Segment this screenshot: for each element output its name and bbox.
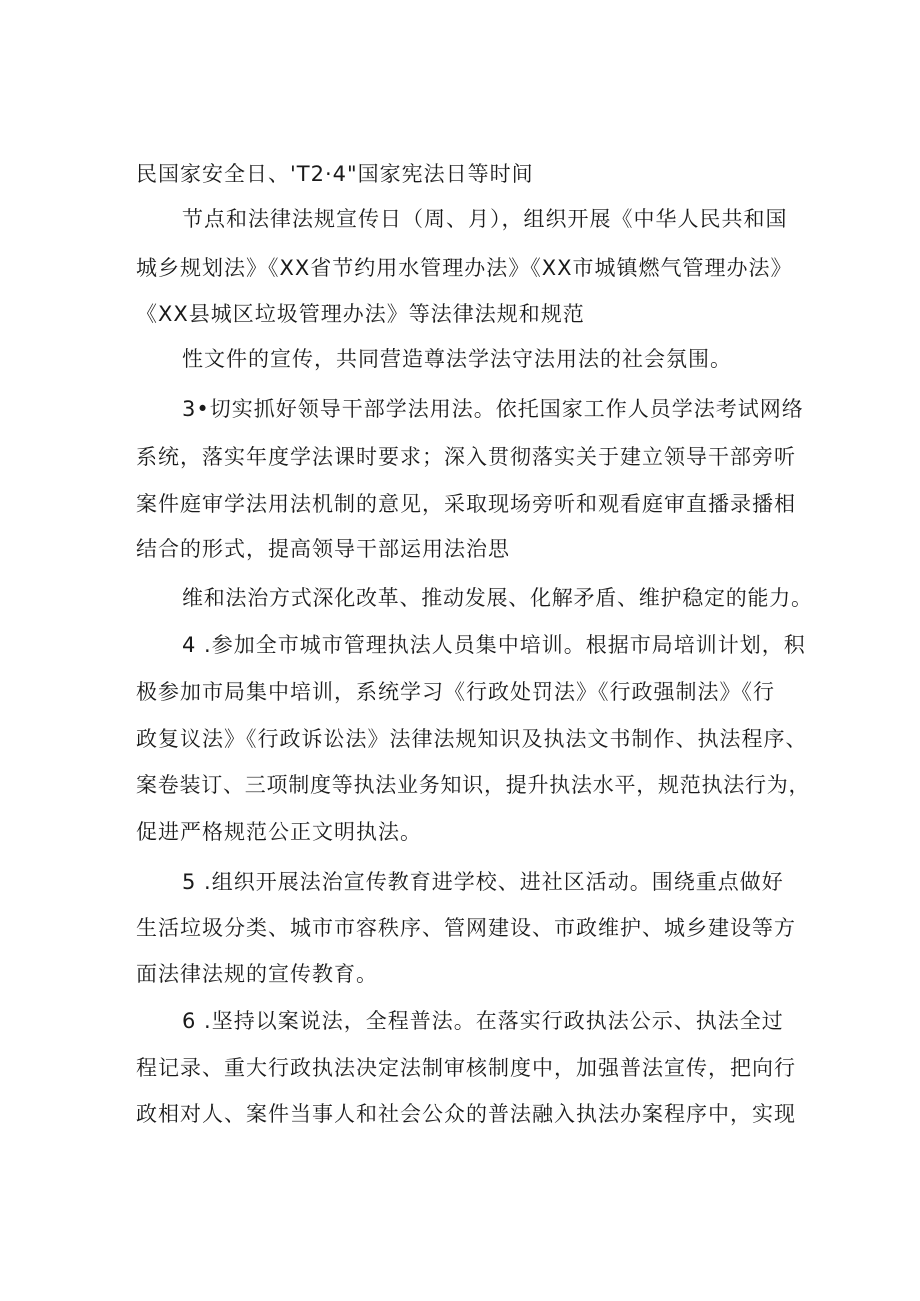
text-line: 政相对人、案件当事人和社会公众的普法融入执法办案程序中，实现 — [136, 1102, 796, 1126]
text-line: 《XX县城区垃圾管理办法》等法律法规和规范 — [136, 302, 585, 326]
text-line: 案件庭审学法用法机制的意见，采取现场旁听和观看庭审直播录播相 — [136, 492, 796, 516]
text-line: 3•切实抓好领导干部学法用法。依托国家工作人员学法考试网络 — [182, 397, 804, 421]
text-line: 6 .坚持以案说法，全程普法。在落实行政执法公示、执法全过 — [182, 1009, 784, 1033]
text-line: 极参加市局集中培训，系统学习《行政处罚法》《行政强制法》《行 — [136, 680, 775, 704]
text-line: 案卷装订、三项制度等执法业务知识，提升执法水平，规范执法行为， — [136, 773, 811, 797]
text-line: 节点和法律法规宣传日（周、月），组织开展《中华人民共和国 — [182, 207, 788, 231]
text-line: 政复议法》《行政诉讼法》法律法规知识及执法文书制作、执法程序、 — [136, 727, 808, 751]
text-line: 生活垃圾分类、城市市容秩序、管网建设、市政维护、城乡建设等方 — [136, 916, 796, 940]
text-line: 系统，落实年度学法课时要求；深入贯彻落实关于建立领导干部旁听 — [136, 445, 796, 469]
text-line: 民国家安全日、'T2·4"国家宪法日等时间 — [136, 162, 534, 186]
text-line: 性文件的宣传，共同营造尊法学法守法用法的社会氛围。 — [182, 347, 732, 371]
text-line: 4 .参加全市城市管理执法人员集中培训。根据市局培训计划，积 — [182, 633, 806, 657]
text-line: 城乡规划法》《XX省节约用水管理办法》《XX市城镇燃气管理办法》 — [136, 256, 793, 280]
text-line: 结合的形式，提高领导干部运用法治思 — [136, 537, 510, 561]
text-line: 维和法治方式深化改革、推动发展、化解矛盾、维护稳定的能力。 — [182, 586, 813, 610]
text-line: 面法律法规的宣传教育。 — [136, 962, 378, 986]
text-line: 程记录、重大行政执法决定法制审核制度中，加强普法宣传，把向行 — [136, 1056, 796, 1080]
text-line: 5 .组织开展法治宣传教育进学校、进社区活动。围绕重点做好 — [182, 870, 784, 894]
text-line: 促进严格规范公正文明执法。 — [136, 820, 422, 844]
